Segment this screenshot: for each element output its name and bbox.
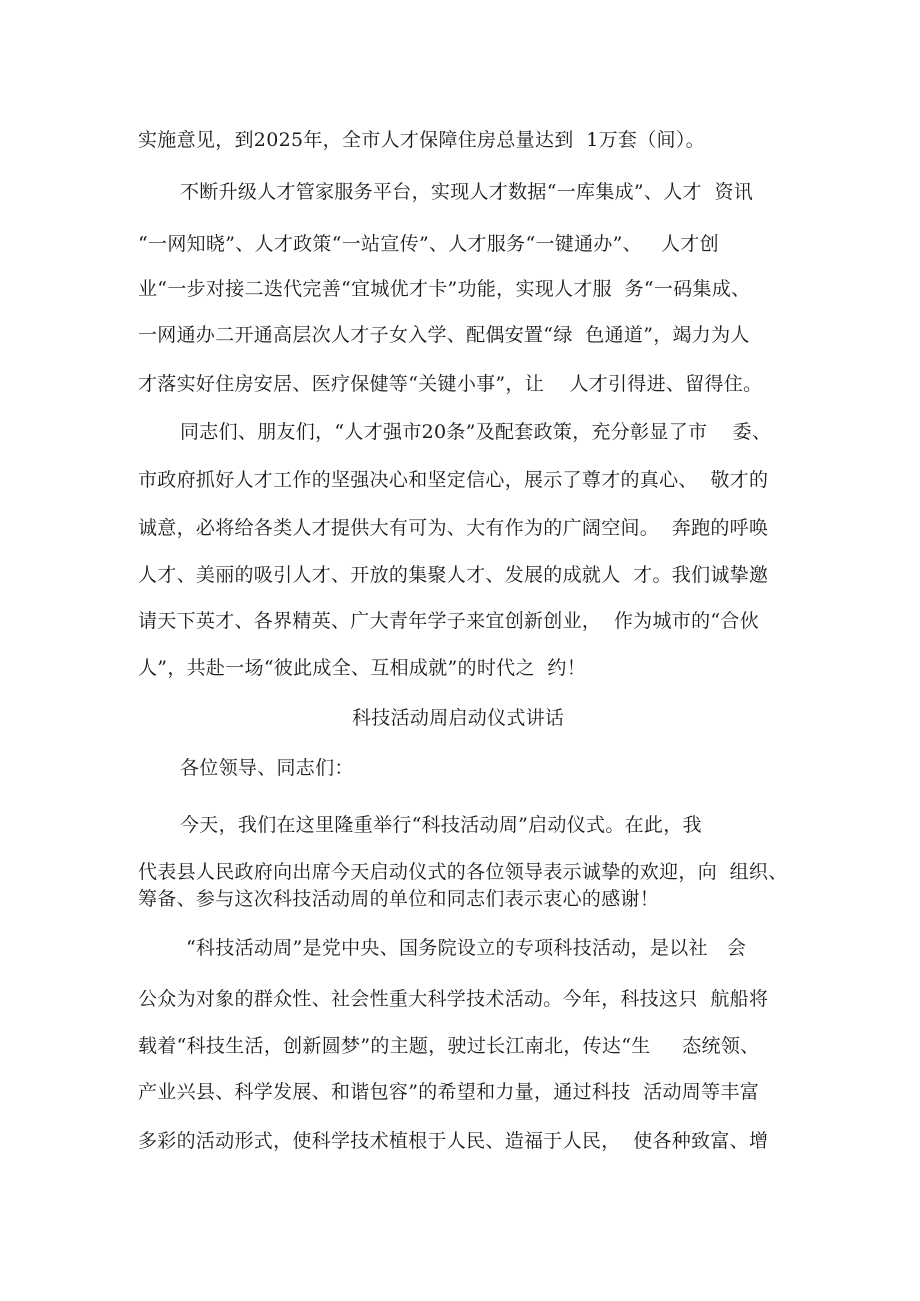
paragraph-line: 人”，共赴一场“彼此成全、互相成就”的时代之 约！ xyxy=(138,657,587,679)
paragraph-line: 筹备、参与这次科技活动周的单位和同志们表示衷心的感谢！ xyxy=(138,888,660,910)
paragraph-line: 业“一步对接二迭代完善“宜城优才卡”功能，实现人才服 务“一码集成、 xyxy=(138,278,751,300)
paragraph-line: 市政府抓好人才工作的坚强决心和坚定信心，展示了尊才的真心、 敬才的 xyxy=(138,469,769,491)
paragraph-line: 诚意，必将给各类人才提供大有可为、大有作为的广阔空间。 奔跑的呼唤 xyxy=(138,517,769,539)
paragraph-line: 请天下英才、各界精英、广大青年学子来宜创新创业， 作为城市的“合伙 xyxy=(138,610,759,632)
section-title: 科技活动周启动仪式讲话 xyxy=(352,707,565,729)
paragraph-line: 多彩的活动形式，使科学技术植根于人民、造福于人民， 使各种致富、增 xyxy=(138,1130,769,1152)
paragraph-line: 代表县人民政府向出席今天启动仪式的各位领导表示诚挚的欢迎，向 组织、 xyxy=(138,861,788,883)
paragraph-line: 实施意见，到2025年，全市人才保障住房总量达到 1万套（间）。 xyxy=(138,129,705,151)
salutation: 各位领导、同志们： xyxy=(180,757,354,779)
paragraph-line: 载着“科技生活，创新圆梦”的主题，驶过长江南北，传达“生 态统领、 xyxy=(138,1035,760,1057)
paragraph-line: “一网知晓”、人才政策“一站宣传”、人才服务“一键通办”、 人才创 xyxy=(138,233,719,255)
paragraph-line: 才落实好住房安居、医疗保健等“关键小事”，让 人才引得进、留得住。 xyxy=(138,373,763,395)
paragraph-line: 人才、美丽的吸引人才、开放的集聚人才、发展的成就人 才。我们诚挚邀 xyxy=(138,564,769,586)
paragraph-line: 今天，我们在这里隆重举行“科技活动周”启动仪式。在此，我 xyxy=(180,814,702,836)
paragraph-line: 不断升级人才管家服务平台，实现人才数据“一库集成”、人才 资讯 xyxy=(180,181,754,203)
paragraph-line: 产业兴县、科学发展、和谐包容”的希望和力量，通过科技 活动周等丰富 xyxy=(138,1081,759,1103)
paragraph-line: 同志们、朋友们，“人才强市20条”及配套政策，充分彰显了市 委、 xyxy=(180,421,772,443)
paragraph-line: 公众为对象的群众性、社会性重大科学技术活动。今年，科技这只 航船将 xyxy=(138,988,769,1010)
paragraph-line: 一网通办二开通高层次人才子女入学、配偶安置“绿 色通道”，竭力为人 xyxy=(138,324,750,346)
paragraph-line: “科技活动周”是党中央、国务院设立的专项科技活动，是以社 会 xyxy=(186,937,747,959)
